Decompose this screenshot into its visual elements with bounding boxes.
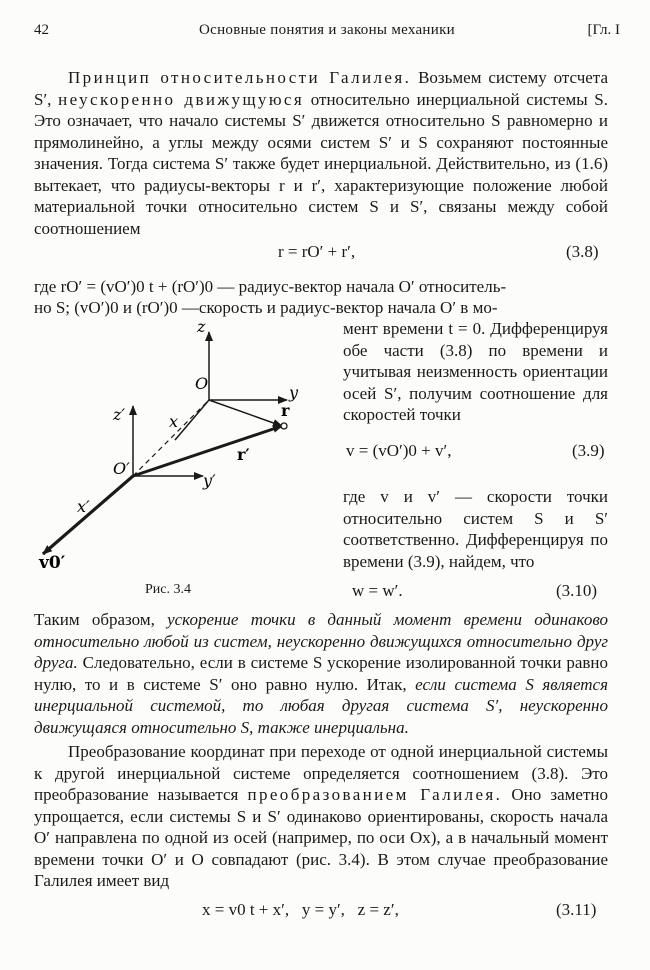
paragraph-acceleration-conclusion: Таким образом, ускорение точки в данный момент времени одинаково относительно любой из систем, неускоренно движущихся относительно друг друга. Следовательно, если в системе S ускорение изолированной точки равно нулю, то и в системе S′ оно равно нулю. Итак, если система S является инерциальной системой, то любая другая система S′, неускоренно движущаяся относительно S, также инерциальна. xyxy=(34,610,608,737)
running-title: Основные понятия и законы механики xyxy=(198,22,456,38)
figure-caption: Рис. 3.4 xyxy=(145,582,191,597)
paragraph-radius-vector-line1: где rO′ = (vO′)0 t + (rO′)0 — радиус-вектор начала O′ относитель- xyxy=(34,277,507,296)
material-point xyxy=(281,423,287,429)
equation-number-3-8: (3.8) xyxy=(566,242,599,261)
equation-number-3-9: (3.9) xyxy=(572,441,605,460)
page-number: 42 xyxy=(34,22,49,38)
chapter-marker: [Гл. I xyxy=(587,22,620,38)
equation-3-11: x = v0 t + x′, y = y′, z = z′, xyxy=(202,900,399,919)
label-x: x xyxy=(169,412,179,431)
label-O: O xyxy=(195,374,209,393)
equation-number-3-10: (3.10) xyxy=(556,581,598,600)
radius-vector-r-prime xyxy=(133,426,282,476)
label-x-prime: x′ xyxy=(77,497,90,516)
label-y-prime: y′ xyxy=(203,471,216,490)
radius-vector-r xyxy=(209,400,282,426)
figure-3-4 xyxy=(25,310,330,575)
section-heading: Принцип относительности Галилея. xyxy=(68,68,412,87)
label-v0-prime: v0′ xyxy=(39,553,66,573)
label-y: y xyxy=(289,383,299,402)
equation-number-3-11: (3.11) xyxy=(556,900,597,919)
page-header xyxy=(34,22,620,46)
label-O-prime: O′ xyxy=(113,459,130,478)
paragraph-velocity-definition: где v и v′ — скорости точки относительно систем S и S′ соответственно. Дифференцируя по времени (3.9), найдем, что xyxy=(343,487,608,571)
equation-3-8: r = rO′ + r′, xyxy=(278,242,356,261)
equation-3-9: v = (vO′)0 + v′, xyxy=(346,441,452,460)
paragraph-radius-vector-line2: но S; (vO′)0 и (rO′)0 —скорость и радиус-вектор начала O′ в мо- xyxy=(34,298,498,317)
label-r: r xyxy=(281,401,290,420)
paragraph-galilean-principle: Принцип относительности Галилея. Возьмем систему отсчета S′, неускоренно движущуюся относительно инерциальной системы S. Это означает, что начало системы S′ движется относительно S равномерно и прямолинейно, а углы между осями систем S′ и S сохраняют постоянные значения. Тогда система S′ также будет инерциальной. Действительно, из (1.6) вытекает, что радиусы-векторы r и r′, характеризующие положение любой материальной точки относительно систем S и S′, связаны между собой соотношением xyxy=(34,68,608,238)
equation-3-10: w = w′. xyxy=(352,581,403,600)
label-z-prime: z′ xyxy=(113,405,126,424)
label-r-prime: r′ xyxy=(237,445,250,464)
paragraph-velocity-intro: мент времени t = 0. Дифференцируя обе части (3.8) по времени и учитывая неизменность ориентации осей S′, получим соотношение для скоростей точки xyxy=(343,319,608,424)
x-axis xyxy=(175,400,209,440)
label-z: z xyxy=(197,317,206,336)
paragraph-galilean-transformation: Преобразование координат при переходе от одной инерциальной системы к другой инерциальной системе определяется соотношением (3.8). Это преобразование называется преобразованием Галилея. Оно заметно упрощается, если системы S и S′ одинаково ориентированы, скорость начала O′ направлена по одной из осей (например, по оси Ox), а в начальный момент времени точки O′ и O совпадают (рис. 3.4). В этом случае преобразование Галилея имеет вид xyxy=(34,742,608,890)
